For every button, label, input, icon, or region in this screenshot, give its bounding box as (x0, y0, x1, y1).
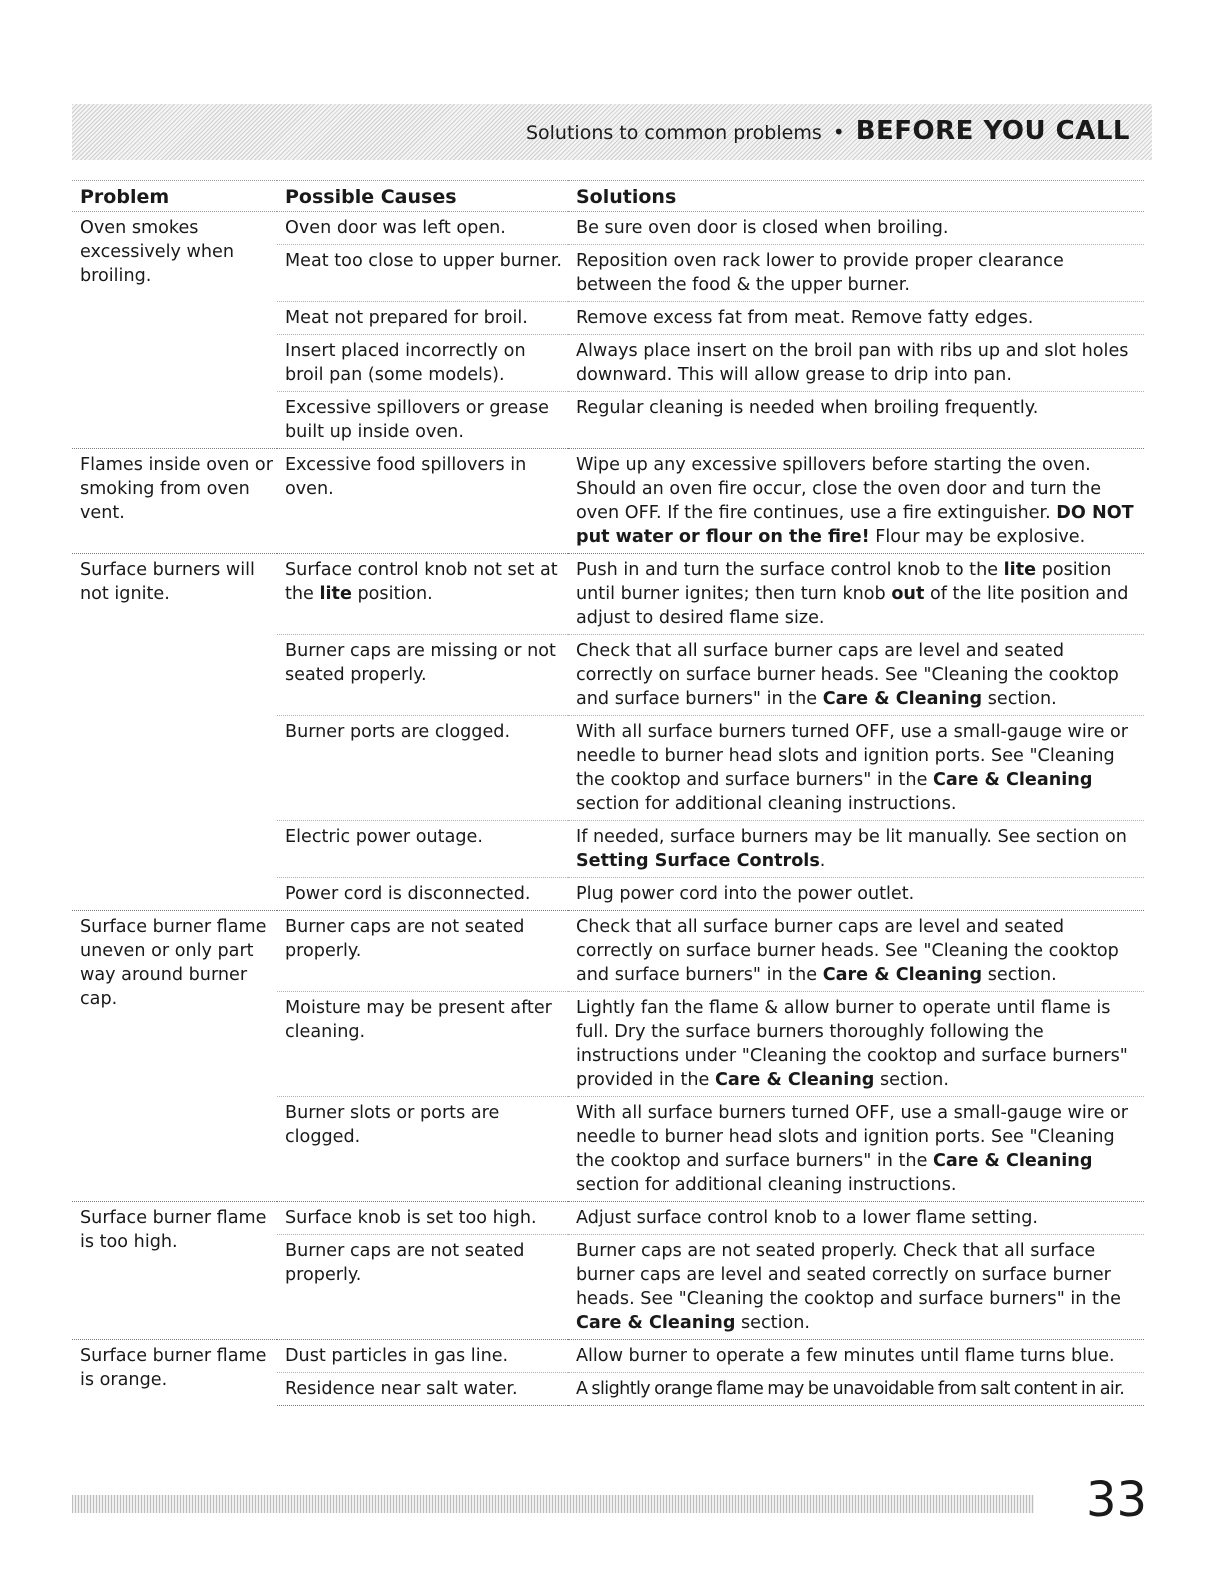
solution-cell: Adjust surface control knob to a lower flame setting. (568, 1202, 1144, 1235)
solution-cell: A slightly orange flame may be unavoidable from salt content in air. (568, 1373, 1144, 1406)
solution-text: Lightly fan the flame & allow burner to operate until flame is full. Dry the surface burners thoroughly following the instructions under "Cleaning the cooktop and surface burners" provided in the (576, 998, 1128, 1090)
cause-cell: Meat not prepared for broil. (277, 302, 568, 335)
table-row (72, 212, 1144, 245)
solution-emphasis: Care & Cleaning (714, 1070, 875, 1090)
solution-cell: Regular cleaning is needed when broiling frequently. (568, 392, 1144, 449)
cause-cell: Oven door was left open. (277, 212, 568, 245)
section-header-band (72, 104, 1152, 160)
troubleshooting-table (72, 180, 1144, 1406)
solution-text-after: section. (741, 1313, 810, 1333)
chapter-title: BEFORE YOU CALL (855, 116, 1130, 146)
cause-text: Surface control knob not set at the (285, 560, 558, 604)
cause-cell: Electric power outage. (277, 821, 568, 878)
solution-text-after: . (819, 851, 826, 871)
solution-cell (568, 821, 1144, 878)
cause-cell: Surface knob is set too high. (277, 1202, 568, 1235)
solution-cell: Allow burner to operate a few minutes until flame turns blue. (568, 1340, 1144, 1373)
cause-cell: Excessive food spillovers in oven. (277, 449, 568, 554)
cause-cell: Dust particles in gas line. (277, 1340, 568, 1373)
solution-text: With all surface burners turned OFF, use a small-gauge wire or needle to burner head slots and ignition ports. See "Cleaning the cooktop and surface burners" in the (576, 722, 1129, 790)
solution-cell: Be sure oven door is closed when broiling. (568, 212, 1144, 245)
cause-cell: Meat too close to upper burner. (277, 245, 568, 302)
header-separator: • (832, 120, 845, 144)
solution-text-after: of the lite position and adjust to desired flame size. (576, 584, 1129, 628)
problem-cell: Surface burner flame is too high. (72, 1202, 277, 1340)
column-header-problem: Problem (72, 181, 277, 212)
column-header-solutions: Solutions (568, 181, 1144, 212)
cause-cell (277, 554, 568, 635)
solution-cell (568, 716, 1144, 821)
section-header (526, 116, 1130, 146)
cause-text-after: position. (357, 584, 433, 604)
cause-cell: Burner caps are missing or not seated properly. (277, 635, 568, 716)
table-header-row (72, 181, 1144, 212)
solution-cell (568, 1097, 1144, 1202)
solution-emphasis: Setting Surface Controls (576, 851, 820, 871)
solution-text: Check that all surface burner caps are level and seated correctly on surface burner heads. See "Cleaning the cooktop and surface burners" in the (576, 641, 1119, 709)
solution-text-after: section. (987, 965, 1057, 985)
solution-cell: Reposition oven rack lower to provide proper clearance between the food & the upper burner. (568, 245, 1144, 302)
table-row (72, 449, 1144, 554)
solution-text-after: section for additional cleaning instructions. (576, 1175, 957, 1195)
cause-cell: Burner caps are not seated properly. (277, 1235, 568, 1340)
cause-cell: Moisture may be present after cleaning. (277, 992, 568, 1097)
cause-cell: Burner slots or ports are clogged. (277, 1097, 568, 1202)
solution-emphasis: Care & Cleaning (822, 965, 983, 985)
solution-text-after: section. (879, 1070, 949, 1090)
solution-text-after: Flour may be explosive. (875, 527, 1086, 547)
solution-cell (568, 911, 1144, 992)
problem-cell: Surface burners will not ignite. (72, 554, 277, 911)
problem-cell: Oven smokes excessively when broiling. (72, 212, 277, 449)
cause-emphasis: lite (319, 584, 352, 604)
solution-text: With all surface burners turned OFF, use a small-gauge wire or needle to burner head slots and ignition ports. See "Cleaning the cooktop and surface burners" in the (576, 1103, 1129, 1171)
solution-text: Burner caps are not seated properly. Check that all surface burner caps are level and seated correctly on surface burner heads. See "Cleaning the cooktop and surface burners" in the (576, 1241, 1121, 1309)
solution-text-after: section. (987, 689, 1057, 709)
solution-cell (568, 1235, 1144, 1340)
cause-cell: Residence near salt water. (277, 1373, 568, 1406)
problem-cell: Flames inside oven or smoking from oven vent. (72, 449, 277, 554)
solution-cell: Always place insert on the broil pan with ribs up and slot holes downward. This will allow grease to drip into pan. (568, 335, 1144, 392)
solution-text-after: section for additional cleaning instructions. (576, 794, 957, 814)
problem-cell: Surface burner flame uneven or only part way around burner cap. (72, 911, 277, 1202)
footer-band (72, 1495, 1034, 1513)
solution-text: Wipe up any excessive spillovers before starting the oven. Should an oven fire occur, close the oven door and turn the oven OFF. If the fire continues, use a fire extinguisher. (576, 455, 1102, 523)
problem-cell: Surface burner flame is orange. (72, 1340, 277, 1406)
solution-text: Check that all surface burner caps are level and seated correctly on surface burner heads. See "Cleaning the cooktop and surface burners" in the (576, 917, 1119, 985)
solution-cell: Remove excess fat from meat. Remove fatty edges. (568, 302, 1144, 335)
solution-emphasis: Care & Cleaning (933, 1151, 1093, 1171)
cause-cell: Excessive spillovers or grease built up inside oven. (277, 392, 568, 449)
solution-emphasis: Care & Cleaning (576, 1313, 736, 1333)
solution-text: Push in and turn the surface control knob to the (576, 560, 999, 580)
solution-cell: Plug power cord into the power outlet. (568, 878, 1144, 911)
column-header-causes: Possible Causes (277, 181, 568, 212)
cause-cell: Burner ports are clogged. (277, 716, 568, 821)
solution-emphasis: Care & Cleaning (933, 770, 1093, 790)
solution-emphasis-2: out (891, 584, 925, 604)
table-row (72, 1340, 1144, 1373)
cause-cell: Insert placed incorrectly on broil pan (some models). (277, 335, 568, 392)
cause-cell: Power cord is disconnected. (277, 878, 568, 911)
solution-text: If needed, surface burners may be lit manually. See section on (576, 827, 1127, 847)
cause-cell: Burner caps are not seated properly. (277, 911, 568, 992)
solution-text-mid: position until burner ignites; then turn knob (576, 560, 1112, 604)
table-row (72, 1202, 1144, 1235)
table-row (72, 554, 1144, 635)
solution-emphasis: DO NOT put water or flour on the fire! (576, 503, 1134, 547)
solution-cell (568, 554, 1144, 635)
page-number: 33 (1086, 1472, 1148, 1528)
solution-cell (568, 992, 1144, 1097)
solution-cell (568, 635, 1144, 716)
table-row (72, 911, 1144, 992)
solution-cell (568, 449, 1144, 554)
section-title: Solutions to common problems (525, 122, 822, 144)
solution-emphasis: lite (1003, 560, 1037, 580)
solution-emphasis: Care & Cleaning (822, 689, 983, 709)
